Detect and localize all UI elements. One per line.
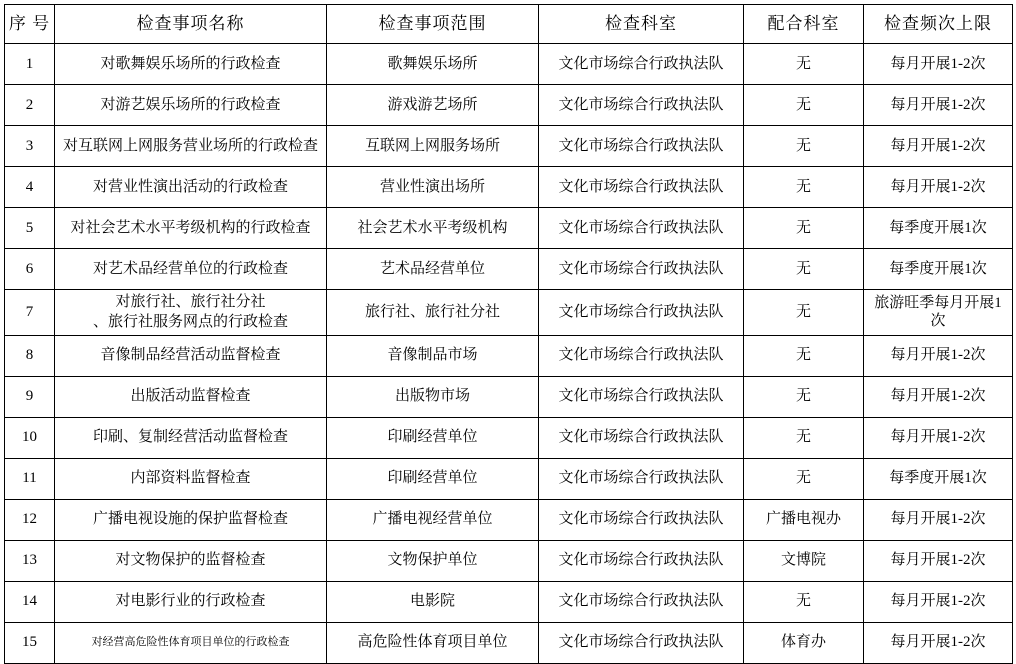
table-row: [5, 499, 1013, 540]
cell-scope: 音像制品市场: [327, 335, 539, 376]
cell-dept: 文化市场综合行政执法队: [539, 249, 744, 290]
table-row: [5, 622, 1013, 663]
cell-scope: 印刷经营单位: [327, 417, 539, 458]
cell-scope: 高危险性体育项目单位: [327, 622, 539, 663]
cell-index: 9: [5, 376, 55, 417]
cell-scope: 文物保护单位: [327, 540, 539, 581]
cell-name: 对文物保护的监督检查: [55, 540, 327, 581]
cell-dept: 文化市场综合行政执法队: [539, 376, 744, 417]
cell-frequency: 每月开展1-2次: [864, 376, 1013, 417]
cell-scope: 歌舞娱乐场所: [327, 44, 539, 85]
cell-scope: 社会艺术水平考级机构: [327, 208, 539, 249]
table-row: [5, 208, 1013, 249]
table-row: [5, 540, 1013, 581]
cell-dept: 文化市场综合行政执法队: [539, 622, 744, 663]
cell-dept: 文化市场综合行政执法队: [539, 458, 744, 499]
cell-scope: 电影院: [327, 581, 539, 622]
cell-index: 6: [5, 249, 55, 290]
cell-frequency: 每月开展1-2次: [864, 167, 1013, 208]
table-row: [5, 290, 1013, 336]
cell-dept: 文化市场综合行政执法队: [539, 208, 744, 249]
table-row: [5, 44, 1013, 85]
table-header: [5, 5, 1013, 44]
cell-name: 对歌舞娱乐场所的行政检查: [55, 44, 327, 85]
table-row: [5, 376, 1013, 417]
cell-coop: 无: [744, 335, 864, 376]
cell-name: 对电影行业的行政检查: [55, 581, 327, 622]
cell-dept: 文化市场综合行政执法队: [539, 417, 744, 458]
cell-scope: 广播电视经营单位: [327, 499, 539, 540]
cell-coop: 无: [744, 417, 864, 458]
cell-name-line2: 、旅行社服务网点的行政检查: [92, 314, 288, 331]
cell-name: 内部资料监督检查: [55, 458, 327, 499]
cell-name: 广播电视设施的保护监督检查: [55, 499, 327, 540]
cell-coop: 广播电视办: [744, 499, 864, 540]
cell-index: 11: [5, 458, 55, 499]
cell-coop: 无: [744, 581, 864, 622]
table-row: [5, 458, 1013, 499]
cell-frequency: 每月开展1-2次: [864, 540, 1013, 581]
header-row: [5, 5, 1013, 44]
cell-index: 1: [5, 44, 55, 85]
cell-frequency: 每季度开展1次: [864, 458, 1013, 499]
cell-index: 7: [5, 290, 55, 336]
cell-frequency: 每月开展1-2次: [864, 44, 1013, 85]
cell-index: 12: [5, 499, 55, 540]
cell-name: 对互联网上网服务营业场所的行政检查: [55, 126, 327, 167]
cell-name: 出版活动监督检查: [55, 376, 327, 417]
cell-coop: 无: [744, 290, 864, 336]
cell-index: 3: [5, 126, 55, 167]
cell-coop: 无: [744, 376, 864, 417]
cell-dept: 文化市场综合行政执法队: [539, 167, 744, 208]
cell-index: 15: [5, 622, 55, 663]
table-row: [5, 167, 1013, 208]
column-header-scope: 检查事项范围: [327, 5, 539, 44]
table-row: [5, 581, 1013, 622]
cell-coop: 无: [744, 249, 864, 290]
table-body: [5, 44, 1013, 664]
cell-dept: 文化市场综合行政执法队: [539, 44, 744, 85]
cell-frequency: 每月开展1-2次: [864, 126, 1013, 167]
cell-coop: 体育办: [744, 622, 864, 663]
cell-index: 8: [5, 335, 55, 376]
cell-frequency: 每季度开展1次: [864, 249, 1013, 290]
cell-dept: 文化市场综合行政执法队: [539, 335, 744, 376]
table-row: [5, 417, 1013, 458]
cell-coop: 无: [744, 126, 864, 167]
cell-coop: 无: [744, 44, 864, 85]
cell-name: [55, 290, 327, 336]
cell-scope: 互联网上网服务场所: [327, 126, 539, 167]
cell-name: 对营业性演出活动的行政检查: [55, 167, 327, 208]
cell-coop: 无: [744, 458, 864, 499]
cell-index: 14: [5, 581, 55, 622]
cell-name-line1: 对旅行社、旅行社分社: [115, 294, 266, 310]
cell-scope: 艺术品经营单位: [327, 249, 539, 290]
cell-index: 2: [5, 85, 55, 126]
table-row: [5, 126, 1013, 167]
table-row: [5, 335, 1013, 376]
cell-name: 对社会艺术水平考级机构的行政检查: [55, 208, 327, 249]
column-header-coop: 配合科室: [744, 5, 864, 44]
cell-frequency: 每月开展1-2次: [864, 335, 1013, 376]
cell-dept: 文化市场综合行政执法队: [539, 581, 744, 622]
column-header-frequency: 检查频次上限: [864, 5, 1013, 44]
cell-name: 对经营高危险性体育项目单位的行政检查: [55, 622, 327, 663]
table-row: [5, 85, 1013, 126]
cell-coop: 无: [744, 85, 864, 126]
cell-index: 13: [5, 540, 55, 581]
cell-frequency: 旅游旺季每月开展1次: [864, 290, 1013, 336]
cell-name: 音像制品经营活动监督检查: [55, 335, 327, 376]
cell-scope: 旅行社、旅行社分社: [327, 290, 539, 336]
cell-frequency: 每月开展1-2次: [864, 417, 1013, 458]
cell-scope: 游戏游艺场所: [327, 85, 539, 126]
cell-frequency: 每月开展1-2次: [864, 85, 1013, 126]
cell-frequency: 每季度开展1次: [864, 208, 1013, 249]
cell-scope: 印刷经营单位: [327, 458, 539, 499]
cell-coop: 无: [744, 208, 864, 249]
cell-frequency: 每月开展1-2次: [864, 622, 1013, 663]
cell-scope: 出版物市场: [327, 376, 539, 417]
cell-frequency: 每月开展1-2次: [864, 581, 1013, 622]
column-header-dept: 检查科室: [539, 5, 744, 44]
cell-index: 5: [5, 208, 55, 249]
inspection-table: [4, 4, 1013, 664]
cell-dept: 文化市场综合行政执法队: [539, 290, 744, 336]
cell-dept: 文化市场综合行政执法队: [539, 85, 744, 126]
cell-name: 对游艺娱乐场所的行政检查: [55, 85, 327, 126]
column-header-name: 检查事项名称: [55, 5, 327, 44]
cell-index: 4: [5, 167, 55, 208]
cell-name: 印刷、复制经营活动监督检查: [55, 417, 327, 458]
cell-name: 对艺术品经营单位的行政检查: [55, 249, 327, 290]
cell-coop: 无: [744, 167, 864, 208]
cell-scope: 营业性演出场所: [327, 167, 539, 208]
cell-frequency: 每月开展1-2次: [864, 499, 1013, 540]
cell-dept: 文化市场综合行政执法队: [539, 540, 744, 581]
table-row: [5, 249, 1013, 290]
cell-dept: 文化市场综合行政执法队: [539, 126, 744, 167]
column-header-index: 序 号: [5, 5, 55, 44]
cell-index: 10: [5, 417, 55, 458]
cell-dept: 文化市场综合行政执法队: [539, 499, 744, 540]
cell-coop: 文博院: [744, 540, 864, 581]
